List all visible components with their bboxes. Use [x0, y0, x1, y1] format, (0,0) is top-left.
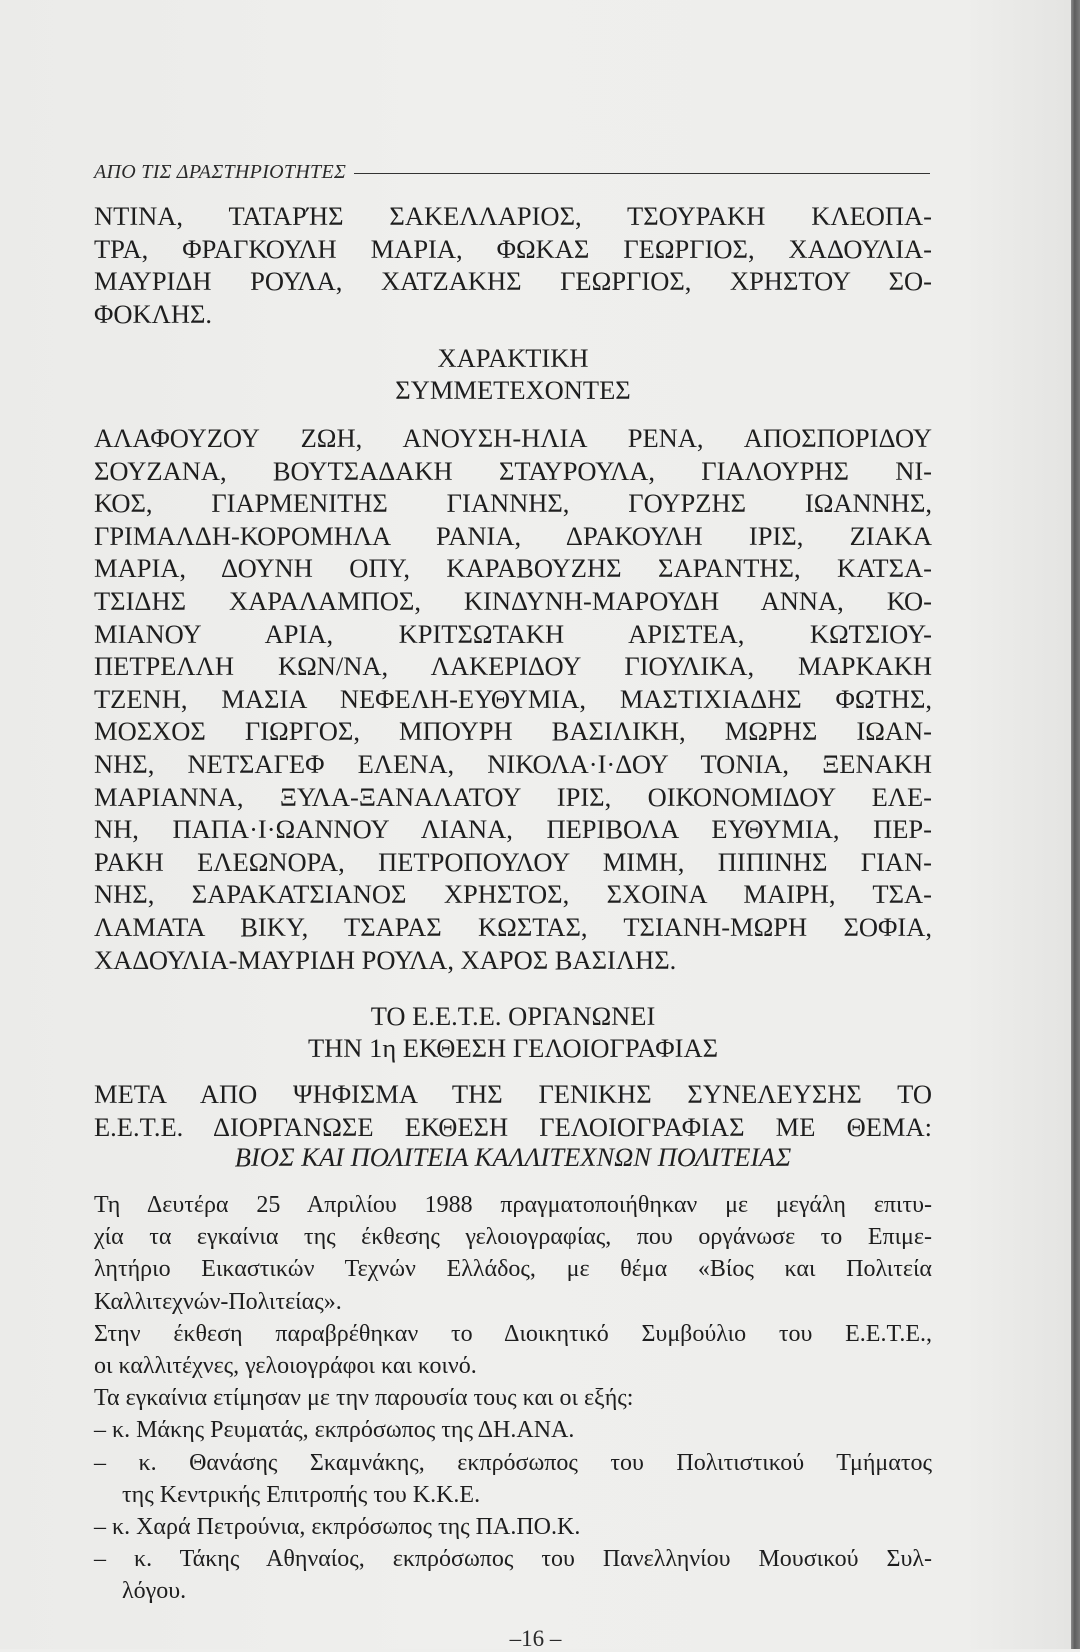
text-line: ΜΑΡΙΑΝΝΑ, ΞΥΛΑ-ΞΑΝΑΛΑΤΟΥ ΙΡΙΣ, ΟΙΚΟΝΟΜΙΔΟΥ ΕΛΕ-: [94, 781, 932, 812]
announcement-intro: [94, 1078, 932, 1143]
text-line: Ε.Ε.Τ.Ε. ΔΙΟΡΓΑΝΩΣΕ ΕΚΘΕΣΗ ΓΕΛΟΙΟΓΡΑΦΙΑΣ ΜΕ ΘΕΜΑ:: [94, 1111, 932, 1142]
page-number: –16 –: [509, 1626, 562, 1651]
text-line: Τη Δευτέρα 25 Απριλίου 1988 πραγματοποιήθηκαν με μεγάλη επιτυ-: [94, 1192, 932, 1218]
exhibition-theme: ΒΙΟΣ ΚΑΙ ΠΟΛΙΤΕΙΑ ΚΑΛΛΙΤΕΧΝΩΝ ΠΟΛΙΤΕΙΑΣ: [234, 1142, 792, 1172]
text-line: ΠΕΤΡΕΛΛΗ ΚΩΝ/ΝΑ, ΛΑΚΕΡΙΔΟΥ ΓΙΟΥΛΙΚΑ, ΜΑΡΚΑΚΗ: [94, 651, 932, 682]
text-line: ΝΗΣ, ΣΑΡΑΚΑΤΣΙΑΝΟΣ ΧΡΗΣΤΟΣ, ΣΧΟΙΝΑ ΜΑΙΡΗ, ΤΣΑ-: [94, 879, 932, 910]
text-line: Καλλιτεχνών-Πολιτείας».: [94, 1288, 342, 1315]
text-line: ΤΣΙΔΗΣ ΧΑΡΑΛΑΜΠΟΣ, ΚΙΝΔΥΝΗ-ΜΑΡΟΥΔΗ ΑΝΝΑ, ΚΟ-: [94, 585, 932, 616]
text-line: ΣΟΥΖΑΝΑ, ΒΟΥΤΣΑΔΑΚΗ ΣΤΑΥΡΟΥΛΑ, ΓΙΑΛΟΥΡΗΣ ΝΙ-: [94, 455, 932, 486]
text-line: – κ. Θανάσης Σκαμνάκης, εκπρόσωπος του Πολιτιστικού Τμήματος: [94, 1449, 932, 1476]
text-line: ΑΛΑΦΟΥΖΟΥ ΖΩΗ, ΑΝΟΥΣΗ-ΗΛΙΑ ΡΕΝΑ, ΑΠΟΣΠΟΡΙΔΟΥ: [94, 423, 932, 453]
text-line: ΓΡΙΜΑΛΔΗ-ΚΟΡΟΜΗΛΑ ΡΑΝΙΑ, ΔΡΑΚΟΥΛΗ ΙΡΙΣ, ΖΙΑΚΑ: [94, 520, 932, 551]
text-line: ΝΗΣ, ΝΕΤΣΑΓΕΦ ΕΛΕΝΑ, ΝΙΚΟΛΑ·Ι·ΔΟΥ ΤΟΝΙΑ, ΞΕΝΑΚΗ: [94, 748, 932, 779]
text-line: ΚΟΣ, ΓΙΑΡΜΕΝΙΤΗΣ ΓΙΑΝΝΗΣ, ΓΟΥΡΖΗΣ ΙΩΑΝΝΗΣ,: [94, 488, 932, 519]
report-paragraph: [94, 1189, 932, 1608]
text-line: ΤΖΕΝΗ, ΜΑΣΙΑ ΝΕΦΕΛΗ-ΕΥΘΥΜΙΑ, ΜΑΣΤΙΧΙΑΔΗΣ ΦΩΤΗΣ,: [94, 683, 932, 714]
text-line: ΤΡΑ, ΦΡΑΓΚΟΥΛΗ ΜΑΡΙΑ, ΦΩΚΑΣ ΓΕΩΡΓΙΟΣ, ΧΑΔΟΥΛΙΑ-: [94, 233, 932, 264]
announcement-heading-line2: ΤΗΝ 1η ΕΚΘΕΣΗ ΓΕΛΟΙΟΓΡΑΦΙΑΣ: [307, 1033, 719, 1063]
text-line: – κ. Χαρά Πετρούνια, εκπρόσωπος της ΠΑ.ΠΟ.Κ.: [94, 1514, 581, 1541]
text-line: ΜΕΤΑ ΑΠΟ ΨΗΦΙΣΜΑ ΤΗΣ ΓΕΝΙΚΗΣ ΣΥΝΕΛΕΥΣΗΣ ΤΟ: [94, 1079, 932, 1109]
text-line: λόγου.: [122, 1578, 187, 1605]
text-line: ΝΤΙΝΑ, ΤΑΤΑΡΉΣ ΣΑΚΕΛΛΑΡΙΟΣ, ΤΣΟΥΡΑΚΗ ΚΛΕΟΠΑ-: [94, 201, 932, 231]
text-line: ΡΑΚΗ ΕΛΕΩΝΟΡΑ, ΠΕΤΡΟΠΟΥΛΟΥ ΜΙΜΗ, ΠΙΠΙΝΗΣ ΓΙΑΝ-: [94, 846, 932, 877]
page-binding-edge: [1071, 0, 1080, 1649]
text-line: χία τα εγκαίνια της έκθεσης γελοιογραφίας, που οργάνωσε το Επιμε-: [94, 1224, 932, 1251]
section-subtitle: ΣΥΜΜΕΤΕΧΟΝΤΕΣ: [395, 375, 631, 405]
text-line: ΧΑΔΟΥΛΙΑ-ΜΑΥΡΙΔΗ ΡΟΥΛΑ, ΧΑΡΟΣ ΒΑΣΙΛΗΣ.: [94, 944, 677, 975]
text-line: – κ. Τάκης Αθηναίος, εκπρόσωπος του Πανελληνίου Μουσικού Συλ-: [94, 1546, 932, 1573]
section-title: ΧΑΡΑΚΤΙΚΗ: [437, 343, 589, 373]
text-line: ΦΟΚΛΗΣ.: [94, 298, 213, 329]
text-line: ΛΑΜΑΤΑ ΒΙΚΥ, ΤΣΑΡΑΣ ΚΩΣΤΑΣ, ΤΣΙΑΝΗ-ΜΩΡΗ ΣΟΦΙΑ,: [94, 911, 932, 942]
participants-list: [94, 422, 932, 976]
running-head-title: ΑΠΟ ΤΙΣ ΔΡΑΣΤΗΡΙΟΤΗΤΕΣ: [94, 161, 347, 183]
text-line: ΜΟΣΧΟΣ ΓΙΩΡΓΟΣ, ΜΠΟΥΡΗ ΒΑΣΙΛΙΚΗ, ΜΩΡΗΣ ΙΩΑΝ-: [94, 716, 932, 747]
text-line: ΜΑΥΡΙΔΗ ΡΟΥΛΑ, ΧΑΤΖΑΚΗΣ ΓΕΩΡΓΙΟΣ, ΧΡΗΣΤΟΥ ΣΟ-: [94, 266, 932, 297]
text-line: της Κεντρικής Επιτροπής του Κ.Κ.Ε.: [122, 1481, 481, 1508]
text-line: λητήριο Εικαστικών Τεχνών Ελλάδος, με θέμα «Βίος και Πολιτεία: [94, 1256, 932, 1283]
text-line: ΜΙΑΝΟΥ ΑΡΙΑ, ΚΡΙΤΣΩΤΑΚΗ ΑΡΙΣΤΕΑ, ΚΩΤΣΙΟΥ-: [94, 618, 932, 649]
text-line: Στην έκθεση παραβρέθηκαν το Διοικητικό Συμβούλιο του Ε.Ε.Τ.Ε.,: [94, 1320, 932, 1347]
text-line: ΜΑΡΙΑ, ΔΟΥΝΗ ΟΠΥ, ΚΑΡΑΒΟΥΖΗΣ ΣΑΡΑΝΤΗΣ, ΚΑΤΣΑ-: [94, 553, 932, 584]
running-head-rule: [354, 173, 930, 175]
continued-names-list: [94, 200, 932, 330]
running-head: [94, 161, 930, 184]
text-line: ΝΗ, ΠΑΠΑ·Ι·ΩΑΝΝΟΥ ΛΙΑΝΑ, ΠΕΡΙΒΟΛΑ ΕΥΘΥΜΙΑ, ΠΕΡ-: [94, 814, 932, 845]
announcement-heading-line1: ΤΟ Ε.Ε.Τ.Ε. ΟΡΓΑΝΩΝΕΙ: [370, 1001, 656, 1031]
text-line: οι καλλιτέχνες, γελοιογράφοι και κοινό.: [94, 1353, 477, 1380]
text-line: – κ. Μάκης Ρευματάς, εκπρόσωπος της ΔΗ.ΑΝΑ.: [94, 1417, 575, 1444]
text-line: Τα εγκαίνια ετίμησαν με την παρουσία τους και οι εξής:: [94, 1385, 634, 1412]
